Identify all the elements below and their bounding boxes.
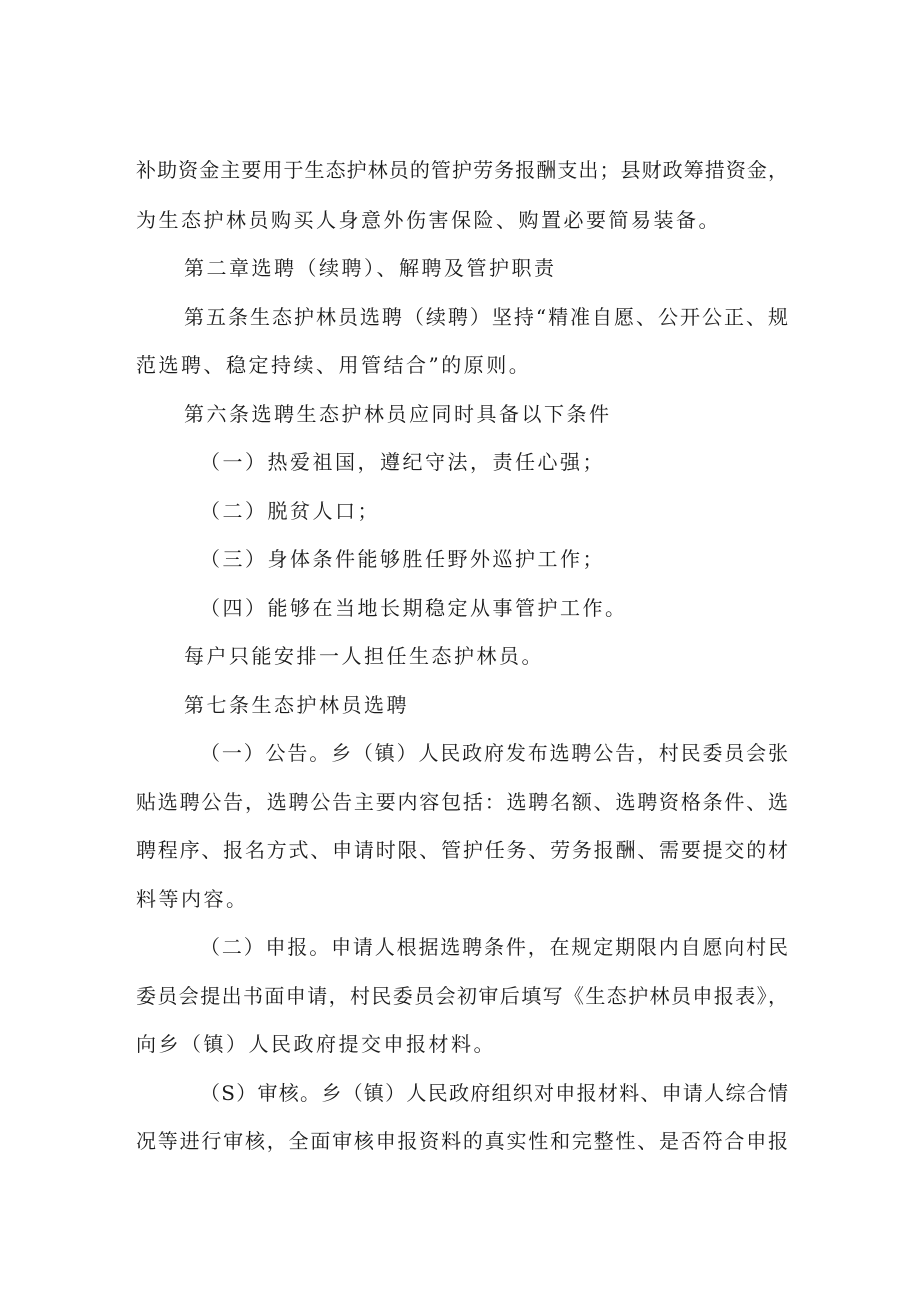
text-line: 聘程序、报名方式、申请时限、管护任务、劳务报酬、需要提交的材 xyxy=(136,838,788,862)
list-item: （四）能够在当地长期稳定从事管护工作。 xyxy=(200,596,628,620)
text-line: （一）公告。乡（镇）人民政府发布选聘公告，村民委员会张 xyxy=(200,741,788,765)
text-line: 为生态护林员购买人身意外伤害保险、购置必要简易装备。 xyxy=(136,208,721,232)
text-line: 第五条生态护林员选聘（续聘）坚持“精准自愿、公开公正、规 xyxy=(184,305,788,329)
text-line: 料等内容。 xyxy=(136,887,249,911)
text-line: 向乡（镇）人民政府提交申报材料。 xyxy=(136,1032,496,1056)
text-line: （S）审核。乡（镇）人民政府组织对申报材料、申请人综合情 xyxy=(200,1081,788,1105)
list-item: （三）身体条件能够胜任野外巡护工作； xyxy=(200,547,605,571)
text-line: 范选聘、稳定持续、用管结合”的原则。 xyxy=(136,353,532,377)
list-item: （二）脱贫人口； xyxy=(200,499,380,523)
text-line: 补助资金主要用于生态护林员的管护劳务报酬支出；县财政筹措资金， xyxy=(136,158,788,182)
text-line: 贴选聘公告，选聘公告主要内容包括：选聘名额、选聘资格条件、选 xyxy=(136,790,788,814)
chapter-heading: 第二章选聘（续聘）、解聘及管护职责 xyxy=(184,256,557,280)
text-line: 委员会提出书面申请，村民委员会初审后填写《生态护林员申报表》， xyxy=(136,984,788,1008)
text-line: 每户只能安排一人担任生态护林员。 xyxy=(184,644,544,668)
list-item: （一）热爱祖国，遵纪守法，责任心强； xyxy=(200,450,605,474)
text-line: 况等进行审核，全面审核申报资料的真实性和完整性、是否符合申报 xyxy=(136,1129,788,1153)
article-heading: 第七条生态护林员选聘 xyxy=(184,693,409,717)
article-heading: 第六条选聘生态护林员应同时具备以下条件 xyxy=(184,402,612,426)
text-line: （二）申报。申请人根据选聘条件，在规定期限内自愿向村民 xyxy=(200,935,788,959)
